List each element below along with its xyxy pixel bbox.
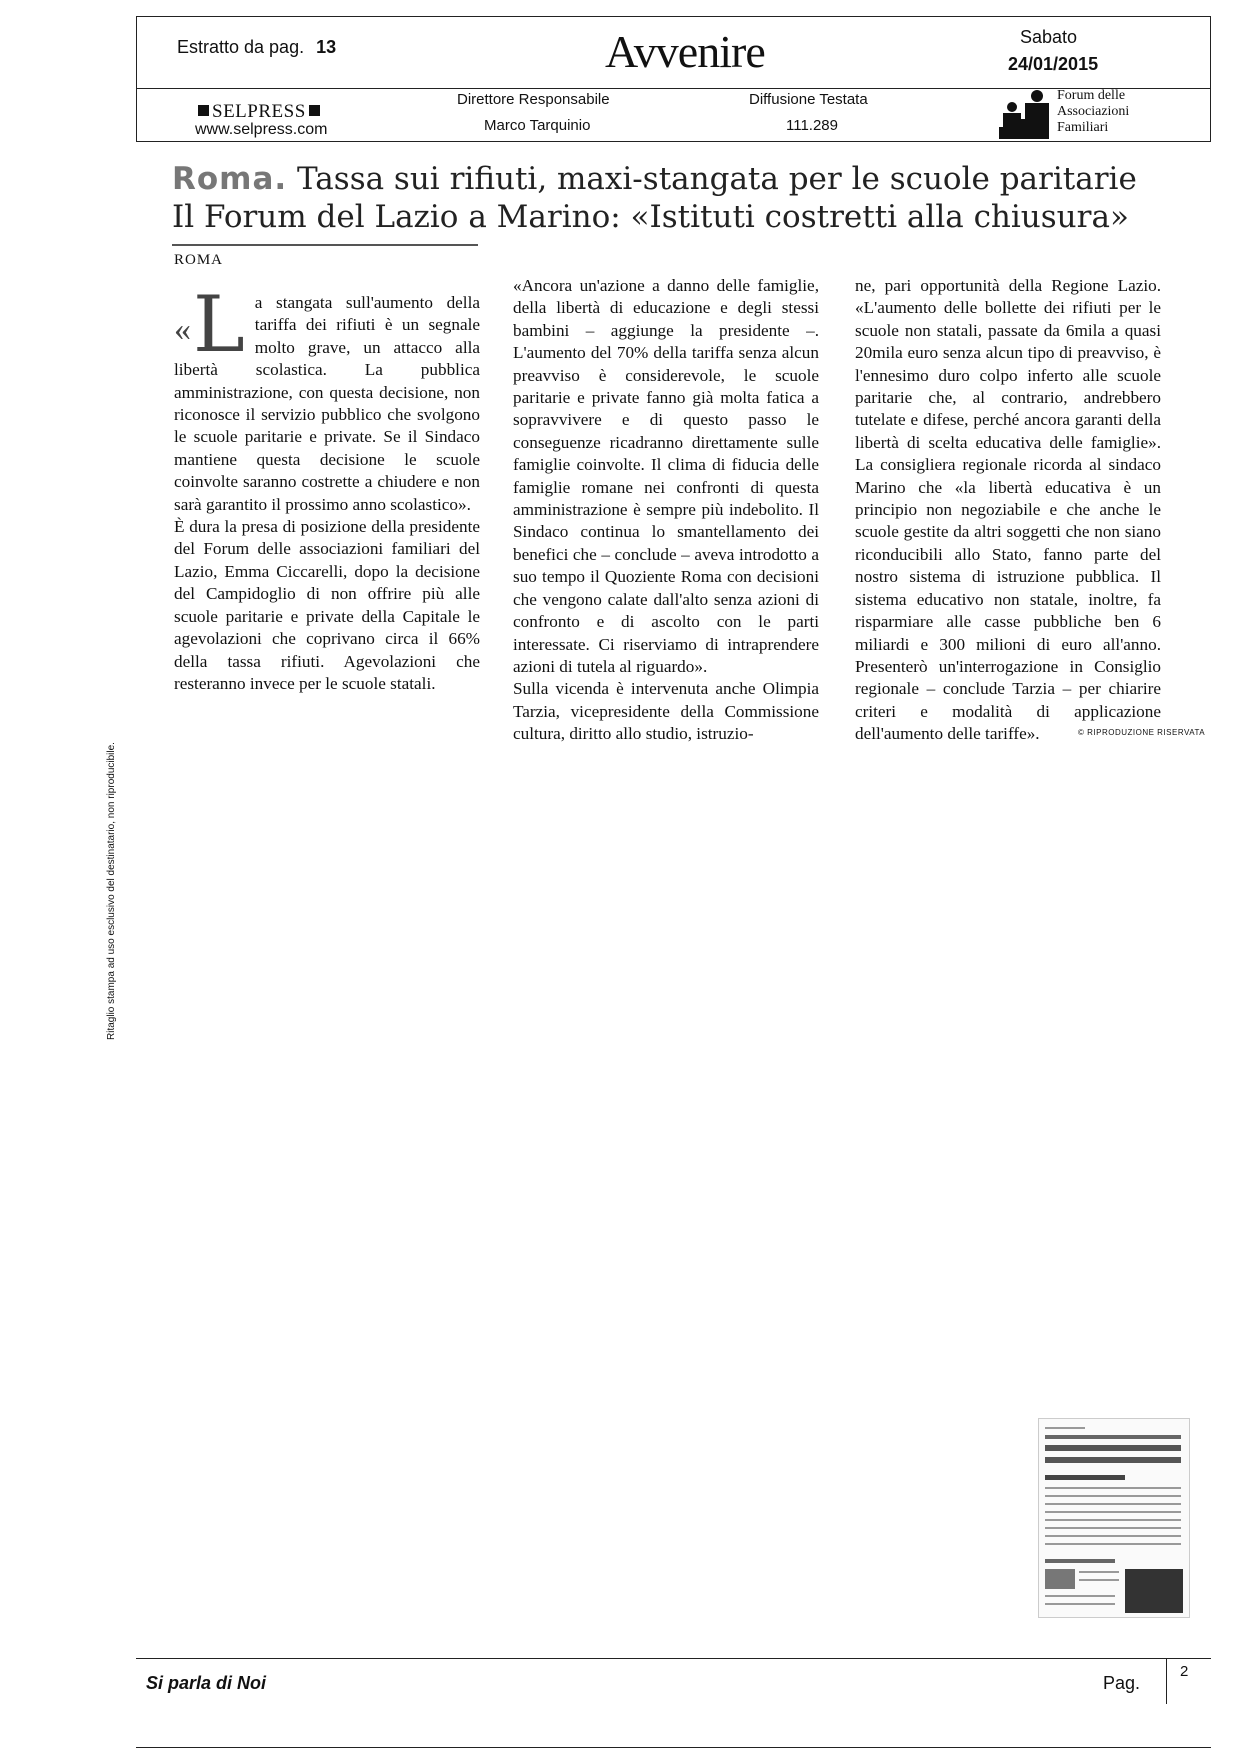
column-2-paragraph-1: «Ancora un'azione a danno delle famiglie, della libertà di educazione e degli stessi bambini – aggiunge la presidente –. L'aumento del 70% della tariffa senza alcun preavviso è considerevole, le scuole paritarie e private fanno già molta fatica a sopravvivere e di questo passo le conseguenze ricadranno direttamente sulle famiglie coinvolte. Il clima di fiducia delle famiglie romane nei confronti di questa amministrazione è sempre più indebolito. Il Sindaco continua lo smantellamento dei benefici che – conclude – aveva introdotto a suo tempo il Quoziente Roma con decisioni che vengono calate dall'alto senza azioni di confronto e di ascolto con le parti interessate. Ci riserviamo di intraprendere azioni di tutela al riguardo». [513,276,819,676]
footer-page-label: Pag. [1103,1673,1141,1693]
publication-day: Sabato [1020,27,1078,47]
reproduction-notice: Ritaglio stampa ad uso esclusivo del destinatario, non riproducibile. [106,742,117,1040]
article-headline [172,160,1192,236]
family-forum-logo-icon [997,89,1059,139]
copyright-notice: © RIPRODUZIONE RISERVATA [1078,728,1206,737]
forum-line-1: Forum delle [1057,88,1126,103]
header-top-row [137,17,1210,89]
headline-line-1: Tassa sui rifiuti, maxi-stangata per le scuole paritarie [297,161,1137,197]
publication-date: 24/01/2015 [1008,54,1099,74]
selpress-name: SELPRESS [212,101,306,122]
headline-kicker: Roma. [172,161,288,197]
column-1-paragraph-1: a stangata sull'aumento della tariffa dei rifiuti è un segnale molto grave, un attacco alla libertà scolastica. La pubblica amministrazione, con questa decisione, non riconosce il servizio pubblico che svolgono le scuole paritarie e private. Se il Sindaco mantiene questa decisione le scuole coinvolte saranno costrette a chiudere e non sarà garantito il prossimo anno scolastico». [174,293,480,514]
article-column-1 [174,280,480,695]
clipping-header [136,16,1211,142]
column-3-paragraph-1: ne, pari opportunità della Regione Lazio. «L'aumento delle bollette dei rifiuti per le scuole non statali, passate da 6mila a quasi 20mila euro senza alcun tipo di preavviso, è l'ennesimo duro colpo inferto alle scuole paritarie che, al contrario, andrebbero tutelate e difese, perché ancora garanti della libertà di scelta educativa delle famiglie». La consigliera regionale ricorda al sindaco Marino che «la libertà educativa è un principio non negoziabile e che anche le scuole gestite da altri soggetti che non siano riconducibili allo Stato, fanno parte del nostro sistema di istruzione pubblica. Il sistema educativo non statale, inoltre, fa risparmiare alle casse pubbliche ben 6 miliardi e 300 milioni di euro all'anno. Presenterò un'interrogazione in Consiglio regionale – conclude Tarzia – per chiarire criteri e modalità di applicazione dell'aumento delle tariffe». [855,276,1161,744]
headline-rule [172,244,478,246]
clipping-footer [136,1658,1211,1748]
extract-page-number: 13 [316,37,337,57]
footer-section-label: Si parla di Noi [146,1673,267,1693]
footer-page-number: 2 [1180,1663,1189,1680]
open-quote-mark: « [174,311,191,348]
drop-cap: L [193,280,245,370]
forum-line-3: Familiari [1057,120,1109,135]
family-forum-name [1057,88,1129,136]
article-column-2 [513,275,819,746]
footer-divider [1166,1659,1167,1704]
diffusion-value: 111.289 [786,117,838,134]
director-label: Direttore Responsabile [457,91,610,108]
extract-page-info [177,37,336,58]
director-value: Marco Tarquinio [484,117,591,134]
extract-label: Estratto da pag. [177,37,305,57]
column-1-paragraph-2: È dura la presa di posizione della presidente del Forum delle associazioni familiari del Lazio, Emma Ciccarelli, dopo la decisione del Campidoglio di non offrire più alle scuole paritarie e private della Capitale le agevolazioni che coprivano circa il 66% della tassa rifiuti. Agevolazioni che resteranno invece per le scuole statali. [174,517,480,693]
selpress-website: www.selpress.com [195,121,328,138]
diffusion-label: Diffusione Testata [749,91,868,108]
page-thumbnail [1038,1418,1190,1618]
column-2-paragraph-2: Sulla vicenda è intervenuta anche Olimpia Tarzia, vicepresidente della Commissione cultura, diritto allo studio, istruzio- [513,679,819,744]
square-icon [198,105,209,116]
article-column-3 [855,275,1161,746]
article-dateline: ROMA [174,252,224,268]
square-icon [309,105,320,116]
selpress-logo [195,101,323,123]
newspaper-masthead: Avvenire [605,26,765,77]
headline-line-2: Il Forum del Lazio a Marino: «Istituti costretti alla chiusura» [172,199,1129,235]
forum-line-2: Associazioni [1057,104,1130,119]
